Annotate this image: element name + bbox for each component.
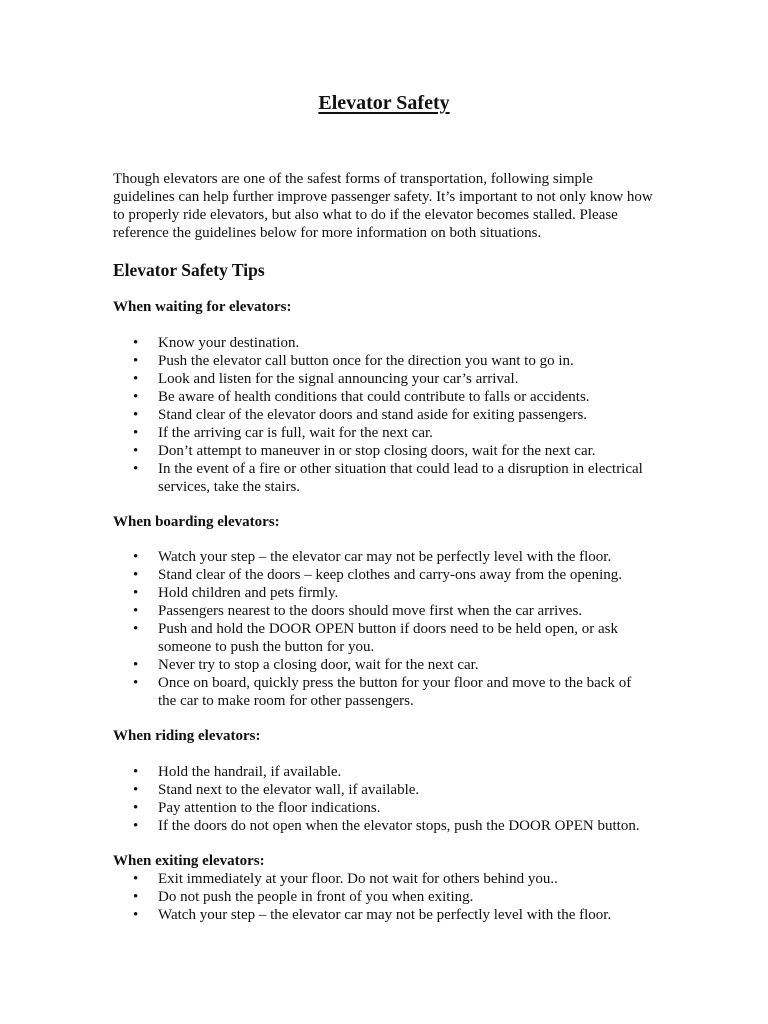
list-item: • Once on board, quickly press the button for your floor and move to the back of the car to make room for other passengers. <box>113 674 653 710</box>
list-item: • Stand clear of the elevator doors and stand aside for exiting passengers. <box>113 406 653 424</box>
list-item: • Passengers nearest to the doors should move first when the car arrives. <box>113 602 653 620</box>
list-item: • Never try to stop a closing door, wait for the next car. <box>113 656 653 674</box>
list-item: • In the event of a fire or other situation that could lead to a disruption in electrical services, take the stairs. <box>113 460 653 496</box>
list-item: • Don’t attempt to maneuver in or stop closing doors, wait for the next car. <box>113 442 653 460</box>
list-item: • Exit immediately at your floor. Do not wait for others behind you.. <box>113 870 653 888</box>
list-item: • Watch your step – the elevator car may not be perfectly level with the floor. <box>113 548 653 566</box>
list-riding <box>113 763 653 835</box>
list-item: • Look and listen for the signal announcing your car’s arrival. <box>113 370 653 388</box>
safety-tips-heading: Elevator Safety Tips <box>113 260 265 280</box>
list-item: • Be aware of health conditions that could contribute to falls or accidents. <box>113 388 653 406</box>
list-item: • Push and hold the DOOR OPEN button if doors need to be held open, or ask someone to push the button for you. <box>113 620 653 656</box>
section-heading-riding: When riding elevators: <box>113 728 261 744</box>
list-waiting <box>113 334 653 496</box>
list-item: • Watch your step – the elevator car may not be perfectly level with the floor. <box>113 906 653 924</box>
list-item: • Stand clear of the doors – keep clothes and carry-ons away from the opening. <box>113 566 653 584</box>
list-boarding <box>113 548 653 710</box>
section-heading-waiting: When waiting for elevators: <box>113 299 292 315</box>
list-item: • Push the elevator call button once for the direction you want to go in. <box>113 352 653 370</box>
list-item: • Hold children and pets firmly. <box>113 584 653 602</box>
list-item: • If the arriving car is full, wait for the next car. <box>113 424 653 442</box>
list-item: • Pay attention to the floor indications. <box>113 799 653 817</box>
list-item: • Stand next to the elevator wall, if available. <box>113 781 653 799</box>
list-item: • If the doors do not open when the elevator stops, push the DOOR OPEN button. <box>113 817 653 835</box>
list-item: • Hold the handrail, if available. <box>113 763 653 781</box>
page-title: Elevator Safety <box>318 92 450 114</box>
intro-paragraph: Though elevators are one of the safest forms of transportation, following simple guidelines can help further improve passenger safety. It’s important to not only know how to properly ride elevators, but also what to do if the elevator becomes stalled. Please reference the guidelines below for more information on both situations. <box>113 171 653 241</box>
section-heading-boarding: When boarding elevators: <box>113 514 280 530</box>
section-heading-exiting: When exiting elevators: <box>113 853 265 869</box>
list-exiting <box>113 870 653 924</box>
list-item: • Know your destination. <box>113 334 653 352</box>
list-item: • Do not push the people in front of you when exiting. <box>113 888 653 906</box>
